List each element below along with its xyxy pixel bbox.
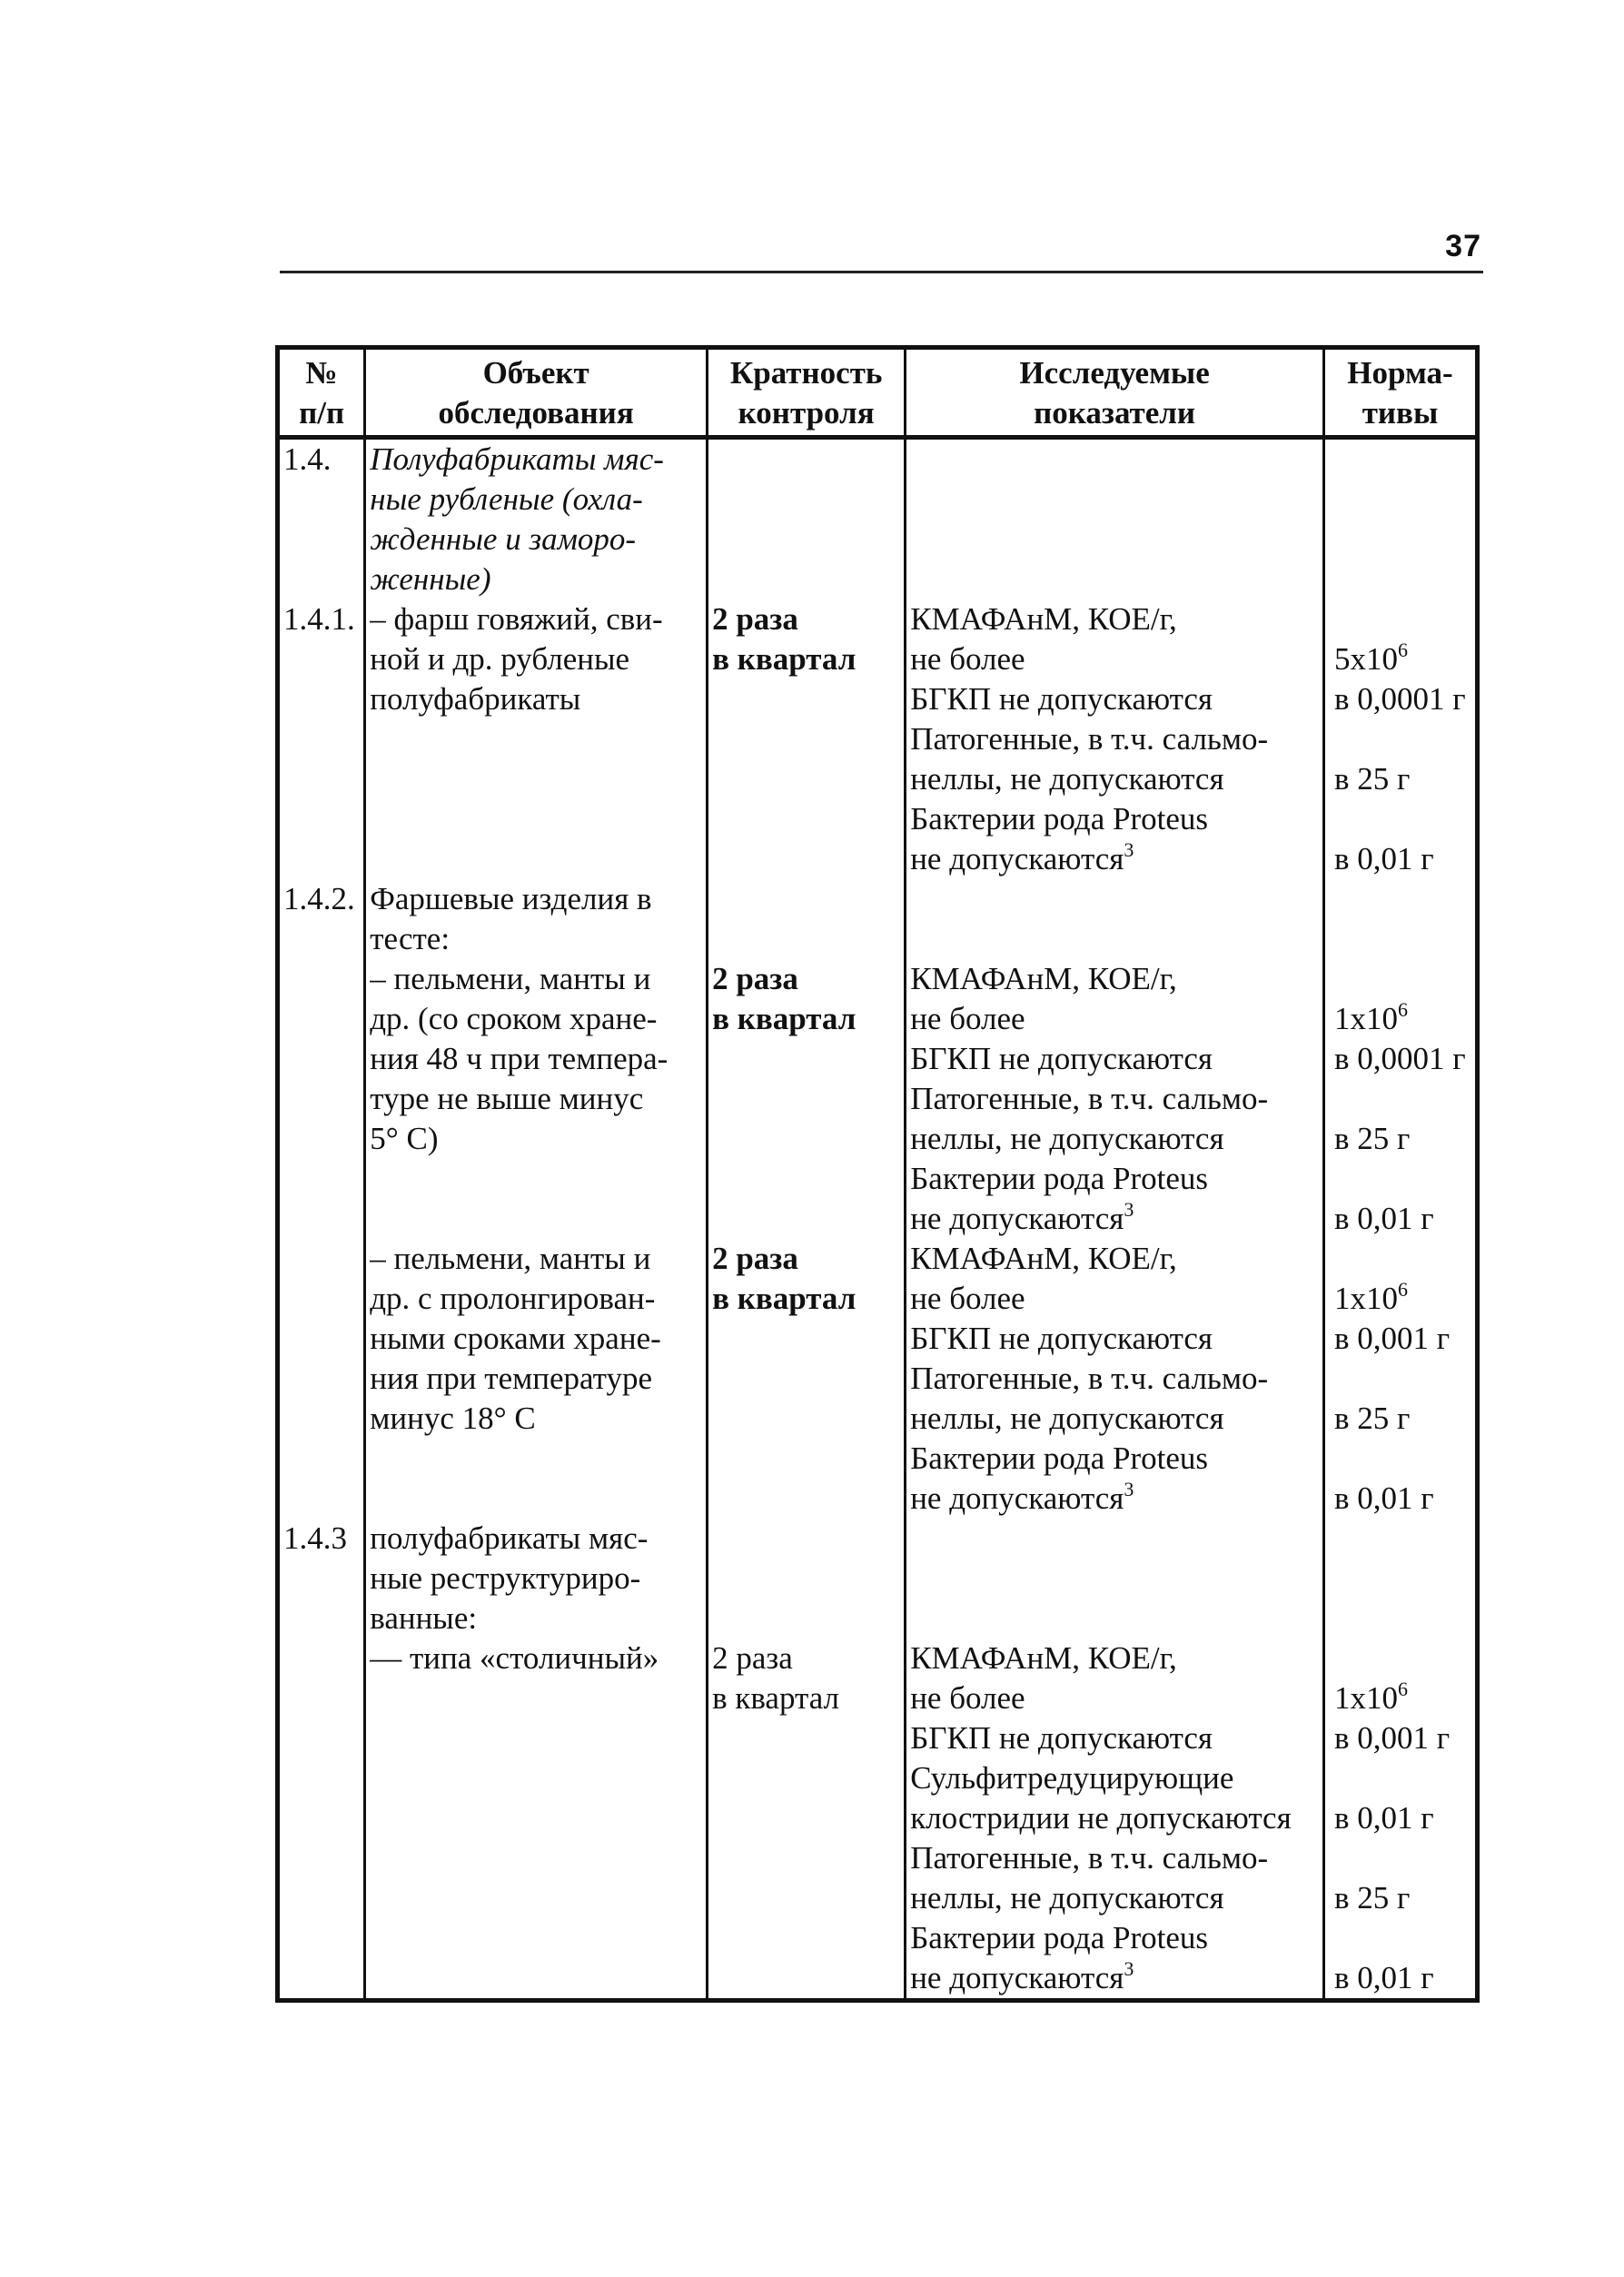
cell-norms [1324,879,1478,959]
cell-object: – пельмени, манты и др. с пролонгирован- ными сроками хране- ния при температуре минус 18° С [365,1239,708,1519]
cell-num [278,1239,365,1519]
cell-num [278,1638,365,2001]
cell-object: – фарш говяжий, сви- ной и др. рубленые полуфабрикаты [365,599,708,879]
cell-frequency: 2 раза в квартал [708,1239,906,1519]
header-norms: Норма- тивы [1324,348,1478,438]
cell-norms [1324,1519,1478,1638]
cell-indicators [906,1519,1324,1638]
table-row [278,879,1478,959]
cell-norms: $1x10^6$ в 0,001 г в 25 г в 0,01 г [1324,1239,1478,1519]
header-rule [280,271,1483,273]
cell-object: Фаршевые изделия в тесте: [365,879,708,959]
cell-frequency [708,879,906,959]
cell-norms: $5x10^6$ в 0,0001 г в 25 г в 0,01 г [1324,599,1478,879]
cell-object: Полуфабрикаты мяс- ные рубленые (охла- жденные и заморо- женные) [365,438,708,600]
page-number: 37 [1445,229,1481,263]
cell-num: 1.4.3 [278,1519,365,1638]
cell-indicators [906,438,1324,600]
cell-frequency: 2 раза в квартал [708,1638,906,2001]
cell-num: 1.4.1. [278,599,365,879]
header-num: № п/п [278,348,365,438]
cell-norms: $1x10^6$ в 0,0001 г в 25 г в 0,01 г [1324,959,1478,1239]
cell-frequency [708,438,906,600]
norms-table [275,345,1480,2003]
cell-indicators [906,879,1324,959]
table-row [278,1239,1478,1519]
cell-num: 1.4. [278,438,365,600]
cell-frequency: 2 раза в квартал [708,599,906,879]
header-indicators: Исследуемые показатели [906,348,1324,438]
table-row [278,959,1478,1239]
header-frequency: Кратность контроля [708,348,906,438]
table-row [278,438,1478,600]
table-row [278,1519,1478,1638]
table-header-row [278,348,1478,438]
cell-num [278,959,365,1239]
cell-frequency: 2 раза в квартал [708,959,906,1239]
cell-object: полуфабрикаты мяс- ные реструктуриро- ванные: [365,1519,708,1638]
cell-indicators: КМАФАнМ, КОЕ/г, не более БГКП не допускаются Патогенные, в т.ч. сальмо- неллы, не допускаются Бактерии рода Proteus не допускаются$^3$ [906,599,1324,879]
cell-norms: $1x10^6$ в 0,001 г в 0,01 г в 25 г в 0,01 г [1324,1638,1478,2001]
table-row [278,1638,1478,2001]
cell-norms [1324,438,1478,600]
header-object: Объект обследования [365,348,708,438]
cell-indicators: КМАФАнМ, КОЕ/г, не более БГКП не допускаются Патогенные, в т.ч. сальмо- неллы, не допускаются Бактерии рода Proteus не допускаются$^3$ [906,959,1324,1239]
cell-num: 1.4.2. [278,879,365,959]
cell-object: — типа «столичный» [365,1638,708,2001]
cell-object: – пельмени, манты и др. (со сроком хране- ния 48 ч при темпера- туре не выше минус 5° С) [365,959,708,1239]
cell-indicators: КМАФАнМ, КОЕ/г, не более БГКП не допускаются Патогенные, в т.ч. сальмо- неллы, не допускаются Бактерии рода Proteus не допускаются$^3$ [906,1239,1324,1519]
cell-frequency [708,1519,906,1638]
cell-indicators: КМАФАнМ, КОЕ/г, не более БГКП не допускаются Сульфитредуцирующие клостридии не допускаются Патогенные, в т.ч. сальмо- неллы, не допускаются Бактерии рода Proteus не допускаются$^3$ [906,1638,1324,2001]
table-row [278,599,1478,879]
